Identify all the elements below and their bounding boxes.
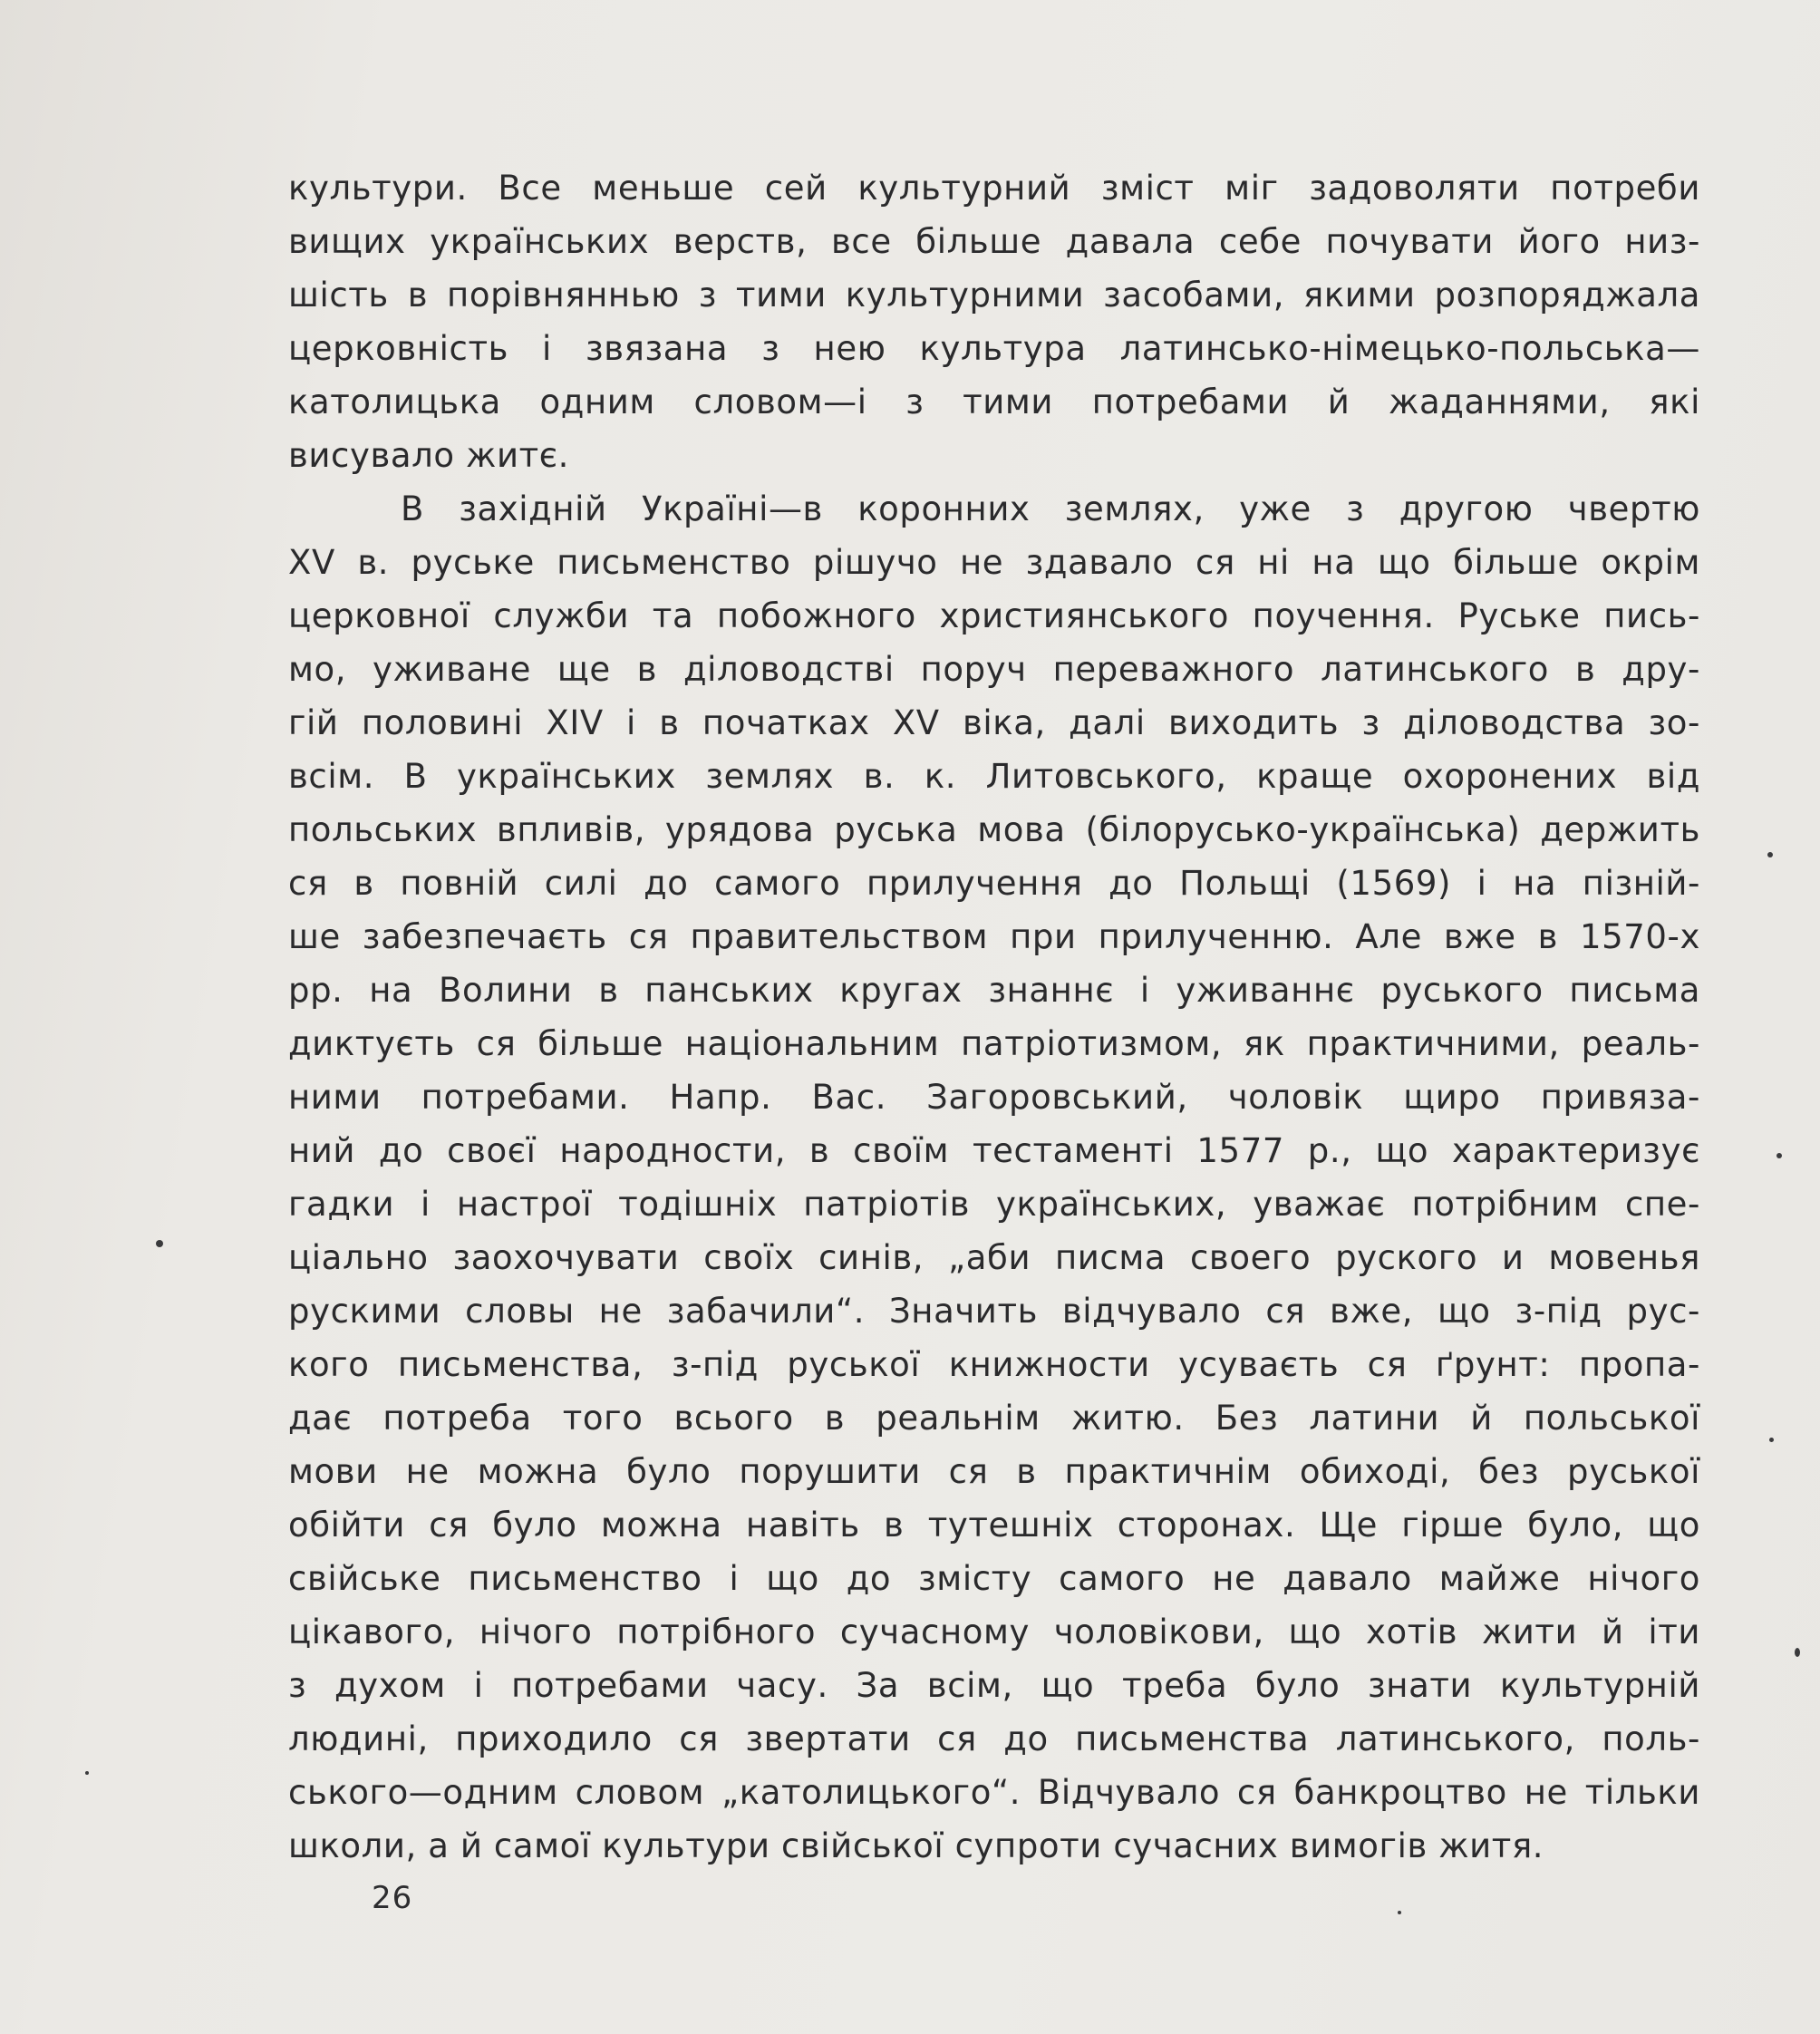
text-line: В західній Україні—в коронних землях, уже з другою чвертю	[401, 489, 1700, 528]
text-line: ся в повній силі до самого прилучення до Польщі (1569) і на пізній-	[288, 864, 1700, 903]
page-number: 26	[372, 1880, 413, 1916]
text-line: вищих українських верств, все більше давала себе почувати його низ-	[288, 222, 1700, 261]
text-line: ше забезпечаєть ся правительством при прилученню. Але вже в 1570-х	[288, 917, 1700, 956]
text-line: ціально заохочувати своїх синів, „аби писма своего руского и мовенья	[288, 1238, 1700, 1277]
text-line: ського—одним словом „католицького“. Відчувало ся банкроцтво не тільки	[288, 1773, 1700, 1812]
text-line: дає потреба того всього в реальнім житю. Без латини й польської	[288, 1399, 1700, 1438]
text-line: рускими словы не забачили“. Значить відчувало ся вже, що з-під рус-	[288, 1292, 1700, 1331]
text-line: гадки і настрої тодішніх патріотів українських, уважає потрібним спе-	[288, 1185, 1700, 1224]
text-line: шість в порівняннью з тими культурними засобами, якими розпоряджала	[288, 276, 1700, 315]
text-line: обійти ся було можна навіть в тутешніх сторонах. Ще гірше було, що	[288, 1506, 1700, 1545]
body-text	[288, 161, 1700, 1873]
text-line: висувало житє.	[288, 436, 570, 475]
text-line: ними потребами. Напр. Вас. Загоровський, чоловік щиро привяза-	[288, 1078, 1700, 1117]
scan-speck	[85, 1771, 89, 1775]
scan-speck	[1795, 1648, 1800, 1657]
text-line: культури. Все меньше сей культурний зміст міг задоволяти потреби	[288, 169, 1700, 208]
text-line: гій половині XIV і в початках XV віка, далі виходить з діловодства зо-	[288, 703, 1700, 742]
text-line: свійське письменство і що до змісту самого не давало майже нічого	[288, 1559, 1700, 1598]
text-line: кого письменства, з-під руської книжности усуваєть ся ґрунт: пропа-	[288, 1345, 1700, 1384]
text-line: всім. В українських землях в. к. Литовського, краще охоронених від	[288, 757, 1700, 796]
scan-speck	[1776, 1153, 1782, 1158]
text-line: ний до своєї народности, в своїм тестаменті 1577 р., що характеризує	[288, 1131, 1700, 1170]
scan-speck	[1398, 1911, 1401, 1914]
text-line: людині, приходило ся звертати ся до письменства латинського, поль-	[288, 1719, 1700, 1758]
text-line: мо, уживане ще в діловодстві поруч переважного латинського в дру-	[288, 650, 1700, 689]
text-line: з духом і потребами часу. За всім, що треба було знати культурній	[288, 1666, 1700, 1705]
text-line: XV в. руське письменство рішучо не здавало ся ні на що більше окрім	[288, 543, 1700, 582]
text-line: мови не можна було порушити ся в практичнім обиході, без руської	[288, 1452, 1700, 1491]
scan-speck	[156, 1240, 163, 1247]
text-line: рр. на Волини в панських кругах знаннє і уживаннє руського письма	[288, 971, 1700, 1010]
text-line: католицька одним словом—і з тими потребами й жаданнями, які	[288, 383, 1700, 421]
text-line: польських впливів, урядова руська мова (білорусько-українська) держить	[288, 810, 1700, 849]
scan-speck	[1769, 1438, 1774, 1442]
scan-speck	[1767, 852, 1773, 857]
text-line: церковної служби та побожного християнського поучення. Руське пись-	[288, 596, 1700, 635]
text-line: цікавого, нічого потрібного сучасному чоловікови, що хотів жити й іти	[288, 1613, 1700, 1651]
text-line: школи, а й самої культури свійської супроти сучасних вимогів житя.	[288, 1826, 1544, 1865]
text-line: диктуєть ся більше національним патріотизмом, як практичними, реаль-	[288, 1024, 1700, 1063]
text-line: церковність і звязана з нею культура латинсько-німецько-польська—	[288, 329, 1700, 368]
